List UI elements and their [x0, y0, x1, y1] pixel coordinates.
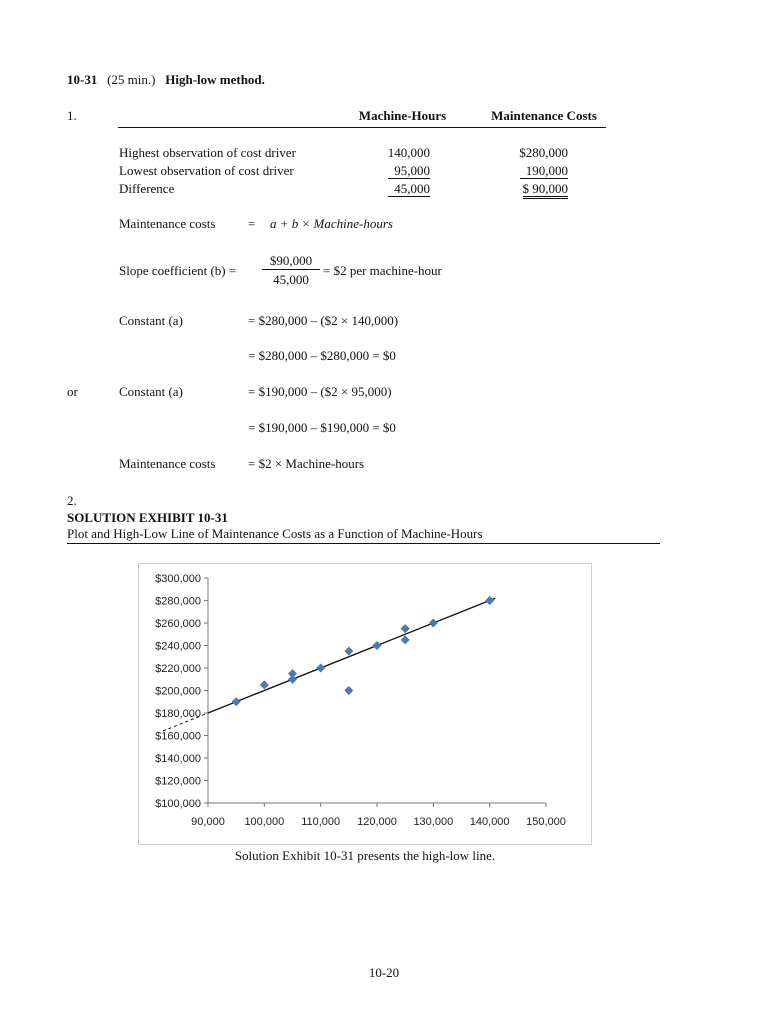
x-tick-label: 90,000 — [191, 816, 225, 828]
equation-equals: = — [248, 216, 256, 231]
equation-label: Maintenance costs — [119, 216, 216, 231]
data-point — [401, 624, 409, 632]
slope-result: = $2 per machine-hour — [323, 263, 442, 278]
data-point — [429, 619, 437, 627]
x-tick-label: 100,000 — [244, 816, 285, 828]
data-point — [288, 675, 296, 683]
y-tick-label: $140,000 — [155, 753, 201, 765]
y-tick-label: $300,000 — [155, 573, 201, 585]
constant-low-label: Constant (a) — [119, 384, 183, 399]
or-label: or — [67, 384, 78, 399]
scatter-chart-svg — [139, 564, 591, 844]
x-tick-label: 120,000 — [357, 816, 397, 828]
row-difference-hours: 45,000 — [340, 181, 430, 197]
problem-time: (25 min.) — [107, 72, 156, 87]
slope-numerator: $90,000 — [262, 253, 320, 270]
y-tick-label: $220,000 — [155, 663, 201, 675]
row-label-lowest: Lowest observation of cost driver — [119, 163, 294, 178]
x-tick-label: 130,000 — [413, 816, 454, 828]
row-label-difference: Difference — [119, 181, 175, 196]
y-tick-label: $100,000 — [155, 798, 201, 810]
constant-high-line2: = $280,000 – $280,000 = $0 — [248, 348, 396, 363]
problem-title: High-low method. — [165, 72, 265, 87]
y-tick-label: $120,000 — [155, 775, 201, 788]
data-point — [485, 596, 493, 604]
table-header-rule — [118, 127, 606, 128]
data-point — [373, 641, 381, 649]
problem-heading — [67, 72, 265, 88]
page-number: 10-20 — [368, 965, 400, 980]
constant-low-line2: = $190,000 – $190,000 = $0 — [248, 420, 396, 435]
col-header-maintenance-costs: Maintenance Costs — [491, 108, 597, 123]
constant-high-line1: = $280,000 – ($2 × 140,000) — [248, 313, 399, 328]
data-point — [345, 647, 353, 655]
row-lowest-costs: 190,000 — [478, 163, 568, 179]
y-tick-label: $280,000 — [155, 595, 201, 608]
exhibit-caption: Solution Exhibit 10-31 presents the high-low line. — [234, 848, 496, 863]
high-low-line — [208, 598, 495, 713]
constant-low-line1: = $190,000 – ($2 × 95,000) — [248, 384, 392, 399]
row-difference-costs: $ 90,000 — [478, 181, 568, 197]
y-tick-label: $260,000 — [155, 618, 201, 630]
y-tick-label: $180,000 — [155, 708, 201, 720]
slope-label: Slope coefficient (b) = — [119, 263, 237, 278]
slope-fraction — [262, 253, 320, 288]
row-lowest-hours: 95,000 — [340, 163, 430, 179]
data-point — [232, 698, 240, 706]
y-tick-label: $160,000 — [155, 730, 201, 743]
row-highest-hours: 140,000 — [387, 145, 430, 160]
final-label: Maintenance costs — [119, 456, 216, 471]
part2-label: 2. — [67, 493, 77, 508]
equation-rhs: a + b × Machine-hours — [270, 216, 393, 231]
scatter-chart — [138, 563, 592, 845]
problem-number: 10-31 — [67, 72, 98, 87]
exhibit-rule — [67, 543, 660, 544]
data-point — [345, 686, 353, 694]
data-point — [260, 681, 268, 689]
exhibit-subtitle: Plot and High-Low Line of Maintenance Costs as a Function of Machine-Hours — [67, 526, 483, 541]
slope-denominator: 45,000 — [273, 272, 309, 287]
final-rhs: = $2 × Machine-hours — [248, 456, 365, 471]
x-tick-label: 140,000 — [469, 816, 510, 828]
col-header-machine-hours: Machine-Hours — [358, 108, 447, 123]
x-tick-label: 150,000 — [526, 816, 566, 828]
data-point — [316, 664, 324, 672]
part1-label: 1. — [67, 108, 77, 123]
y-tick-label: $200,000 — [155, 685, 201, 698]
row-label-highest: Highest observation of cost driver — [119, 145, 296, 160]
data-point — [401, 636, 409, 644]
y-tick-label: $240,000 — [155, 640, 201, 653]
exhibit-title: SOLUTION EXHIBIT 10-31 — [67, 510, 228, 525]
constant-high-label: Constant (a) — [119, 313, 183, 328]
x-tick-label: 110,000 — [301, 816, 341, 828]
row-highest-costs: $280,000 — [519, 145, 568, 160]
